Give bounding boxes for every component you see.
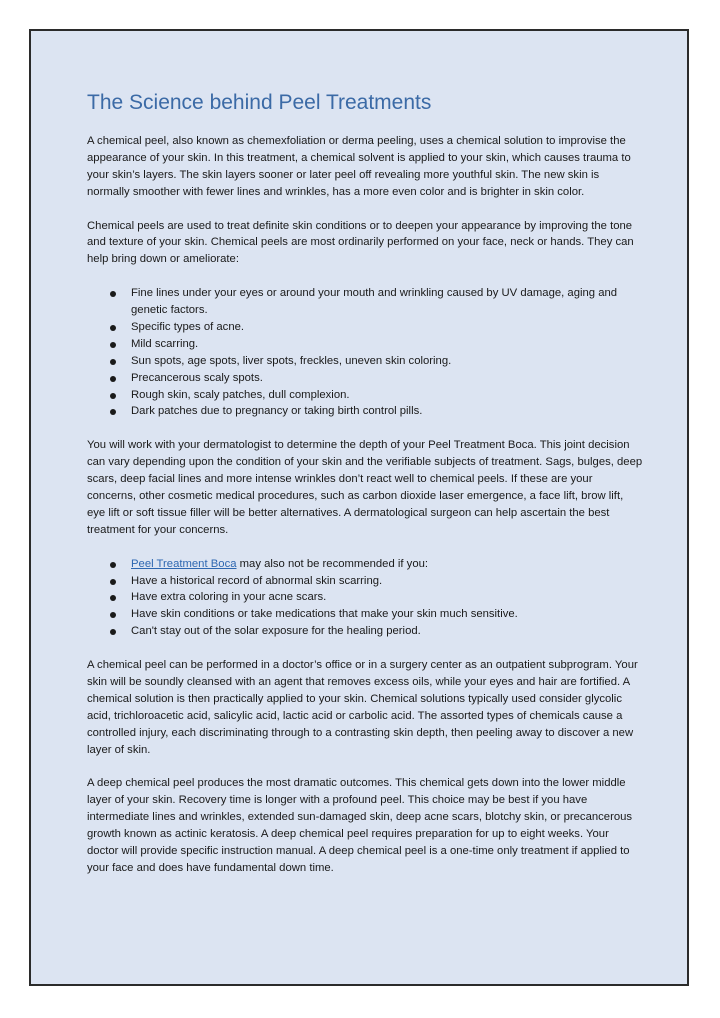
list-item bbox=[131, 319, 643, 336]
bullet-icon bbox=[110, 579, 116, 585]
document-page bbox=[29, 29, 689, 986]
bullet-icon bbox=[110, 342, 116, 348]
bullet-icon bbox=[110, 393, 116, 399]
list-item-text: may also not be recommended if you: bbox=[236, 557, 429, 570]
page-title: The Science behind Peel Treatments bbox=[87, 91, 432, 114]
list-item-text: Rough skin, scaly patches, dull complexion. bbox=[131, 388, 350, 401]
list-item-text: Fine lines under your eyes or around your mouth and wrinkling caused by UV damage, aging and genetic factors. bbox=[131, 287, 618, 317]
list-item-text: Can't stay out of the solar exposure for the healing period. bbox=[131, 625, 421, 638]
paragraph-intro: A chemical peel, also known as chemexfoliation or derma peeling, uses a chemical solution to improvise the appearance of your skin. In this treatment, a chemical solvent is applied to your skin, which causes trauma to your skin’s layers. The skin layers sooner or later peel off revealing more youthful skin. The new skin is normally smoother with fewer lines and wrinkles, has a more even color and is brighter in skin color. bbox=[87, 135, 631, 198]
list-item-text: Have skin conditions or take medications that make your skin much sensitive. bbox=[131, 608, 518, 621]
paragraph-depth: You will work with your dermatologist to determine the depth of your Peel Treatment Boca. This joint decision can vary depending upon the condition of your skin and the verifiable subjects of treatment. Sags, bulges, deep scars, deep facial lines and more intense wrinkles don’t react well to chemical peels. If these are your concerns, other cosmetic medical procedures, such as carbon dioxide laser emergence, a face lift, brow lift, eye lift or soft tissue filler will be better alternatives. A dermatological surgeon can help ascertain the best treatment for your concerns. bbox=[87, 439, 643, 536]
bullet-icon bbox=[110, 409, 116, 415]
list-item bbox=[131, 403, 643, 420]
bullet-icon bbox=[110, 562, 116, 568]
bullet-icon bbox=[110, 612, 116, 618]
list-item-text: Specific types of acne. bbox=[131, 320, 245, 333]
list-item-text: Precancerous scaly spots. bbox=[131, 371, 263, 384]
list-item bbox=[131, 336, 643, 353]
list-item bbox=[131, 623, 643, 640]
list-item bbox=[131, 573, 643, 590]
list-item bbox=[131, 353, 643, 370]
list-item-text: Have extra coloring in your acne scars. bbox=[131, 591, 327, 604]
list-item-text: Mild scarring. bbox=[131, 337, 199, 350]
list-item bbox=[131, 387, 643, 404]
bullet-icon bbox=[110, 359, 116, 365]
list-item-text: Sun spots, age spots, liver spots, freckles, uneven skin coloring. bbox=[131, 354, 452, 367]
not-recommended-list bbox=[87, 556, 643, 641]
list-item-text: Dark patches due to pregnancy or taking birth control pills. bbox=[131, 405, 423, 418]
paragraph-procedure: A chemical peel can be performed in a doctor’s office or in a surgery center as an outpatient subprogram. Your skin will be soundly cleansed with an agent that removes excess oils, while your eyes and hair are fortified. A chemical solution is then practically applied to your skin. Chemical solutions typically used consider glycolic acid, trichloroacetic acid, salicylic acid, lactic acid or carbolic acid. The assorted types of chemicals cause a controlled injury, each discriminating through to a contrasting skin depth, then peeling away to discover a new layer of skin. bbox=[87, 659, 638, 756]
conditions-list bbox=[87, 285, 643, 420]
list-item-text: Have a historical record of abnormal skin scarring. bbox=[131, 574, 383, 587]
bullet-icon bbox=[110, 376, 116, 382]
list-item bbox=[131, 285, 643, 319]
list-item bbox=[131, 370, 643, 387]
list-item bbox=[131, 606, 643, 623]
bullet-icon bbox=[110, 325, 116, 331]
document-content bbox=[87, 89, 643, 894]
paragraph-deep-peel: A deep chemical peel produces the most dramatic outcomes. This chemical gets down into the lower middle layer of your skin. Recovery time is longer with a profound peel. This choice may be best if you have intermediate lines and wrinkles, extended sun-damaged skin, deep acne scars, blotchy skin, or precancerous growth known as actinic keratosis. A deep chemical peel requires preparation for up to eight weeks. Your doctor will provide specific instruction manual. A deep chemical peel is a one-time only treatment if applied to your face and does have fundamental down time. bbox=[87, 777, 633, 874]
bullet-icon bbox=[110, 629, 116, 635]
list-item bbox=[131, 556, 643, 573]
list-item bbox=[131, 589, 643, 606]
bullet-icon bbox=[110, 595, 116, 601]
peel-treatment-boca-link[interactable]: Peel Treatment Boca bbox=[131, 557, 237, 570]
paragraph-uses: Chemical peels are used to treat definite skin conditions or to deepen your appearance by improving the tone and texture of your skin. Chemical peels are most ordinarily performed on your face, neck or hands. They can help bring down or ameliorate: bbox=[87, 219, 634, 266]
bullet-icon bbox=[110, 291, 116, 297]
